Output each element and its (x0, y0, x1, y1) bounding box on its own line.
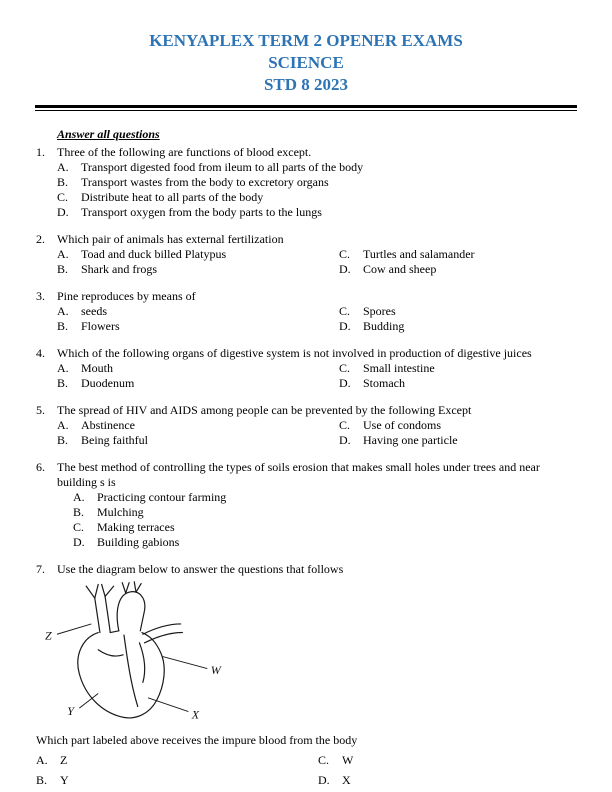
option-b (57, 262, 339, 277)
heart-diagram (40, 581, 578, 731)
option-text: Spores (363, 303, 396, 318)
option-a (57, 418, 339, 433)
option-text: W (342, 752, 354, 767)
option-label: B. (73, 504, 85, 519)
option-text: Mouth (81, 360, 114, 375)
option-c (318, 753, 578, 768)
question-text: Three of the following are functions of blood except. (57, 144, 312, 159)
option-label: B. (57, 432, 69, 447)
heart-diagram-svg (40, 581, 232, 727)
question-2-options (57, 247, 578, 277)
option-label: C. (57, 189, 69, 204)
question-6 (36, 460, 578, 550)
question-number: 7. (36, 561, 45, 576)
option-label: A. (57, 417, 69, 432)
diagram-label-z: Z (44, 628, 52, 643)
question-number: 6. (36, 459, 45, 474)
question-6-options (73, 490, 578, 550)
option-b (57, 376, 339, 391)
question-5-options (57, 418, 578, 448)
option-a (57, 160, 578, 175)
option-label: D. (57, 204, 69, 219)
question-body (57, 145, 578, 220)
question-7 (36, 562, 578, 577)
option-d (57, 205, 578, 220)
option-label: D. (318, 772, 330, 787)
question-text: Which pair of animals has external fertilization (57, 231, 284, 246)
option-a (57, 304, 339, 319)
question-3 (36, 289, 578, 334)
question-number: 4. (36, 345, 45, 360)
option-c (339, 418, 578, 433)
option-d (339, 262, 578, 277)
question-body (57, 289, 578, 334)
option-b (36, 773, 318, 788)
option-label: C. (339, 246, 351, 261)
question-body (57, 346, 578, 391)
option-label: D. (339, 432, 351, 447)
option-text: Building gabions (97, 534, 180, 549)
question-body (57, 460, 578, 550)
option-label: A. (57, 360, 69, 375)
option-label: C. (339, 417, 351, 432)
question-5 (36, 403, 578, 448)
option-a (57, 247, 339, 262)
option-label: B. (57, 318, 69, 333)
question-body (57, 403, 578, 448)
option-text: Stomach (363, 375, 405, 390)
option-c (339, 361, 578, 376)
option-text: Small intestine (363, 360, 435, 375)
question-7-options (36, 753, 578, 788)
exam-body (0, 111, 612, 788)
option-label: B. (57, 375, 69, 390)
option-text: Transport wastes from the body to excretory organs (81, 174, 329, 189)
option-text: Making terraces (97, 519, 175, 534)
option-c (57, 190, 578, 205)
option-label: B. (57, 261, 69, 276)
question-4 (36, 346, 578, 391)
option-text: Z (60, 752, 68, 767)
option-d (339, 376, 578, 391)
option-text: Duodenum (81, 375, 135, 390)
option-label: D. (339, 261, 351, 276)
option-label: A. (57, 246, 69, 261)
exam-class-year: STD 8 2023 (263, 75, 349, 95)
question-text: Use the diagram below to answer the questions that follows (57, 561, 344, 576)
option-text: Distribute heat to all parts of the body (81, 189, 264, 204)
option-text: Abstinence (81, 417, 135, 432)
option-c (339, 247, 578, 262)
exam-title: KENYAPLEX TERM 2 OPENER EXAMS (149, 31, 463, 50)
option-label: B. (36, 772, 48, 787)
option-label: C. (73, 519, 85, 534)
option-text: seeds (81, 303, 107, 318)
option-b (57, 175, 578, 190)
option-label: A. (57, 303, 69, 318)
exam-subject: SCIENCE (268, 53, 344, 73)
option-text: Turtles and salamander (363, 246, 475, 261)
option-d (318, 773, 578, 788)
option-text: X (342, 772, 351, 787)
divider-thick-line (35, 105, 577, 108)
option-text: Practicing contour farming (97, 489, 227, 504)
option-text: Having one particle (363, 432, 458, 447)
option-label: C. (339, 360, 351, 375)
option-a (36, 753, 318, 768)
option-text: Shark and frogs (81, 261, 157, 276)
option-text: Toad and duck billed Platypus (81, 246, 227, 261)
option-label: D. (339, 375, 351, 390)
question-1 (36, 145, 578, 220)
option-text: Cow and sheep (363, 261, 437, 276)
option-b (73, 505, 578, 520)
instructions: Answer all questions (57, 126, 160, 141)
option-a (73, 490, 578, 505)
question-number: 2. (36, 231, 45, 246)
question-number: 3. (36, 288, 45, 303)
option-text: Transport digested food from ileum to all parts of the body (81, 159, 364, 174)
option-a (57, 361, 339, 376)
option-label: C. (318, 752, 330, 767)
option-text: Y (60, 772, 69, 787)
option-text: Transport oxygen from the body parts to the lungs (81, 204, 322, 219)
question-7-followup: Which part labeled above receives the impure blood from the body (36, 732, 358, 747)
option-label: B. (57, 174, 69, 189)
option-label: A. (73, 489, 85, 504)
question-text: Pine reproduces by means of (57, 288, 196, 303)
option-d (73, 535, 578, 550)
question-body (57, 232, 578, 277)
option-label: A. (57, 159, 69, 174)
question-2 (36, 232, 578, 277)
question-text: Which of the following organs of digestive system is not involved in production of digestive juices (57, 345, 532, 360)
question-text: The best method of controlling the types of soils erosion that makes small holes under trees and near building s is (57, 459, 540, 489)
option-label: A. (36, 752, 48, 767)
question-number: 1. (36, 144, 45, 159)
option-c (339, 304, 578, 319)
option-text: Budding (363, 318, 405, 333)
exam-header (0, 0, 612, 96)
question-body (57, 562, 578, 577)
diagram-label-y: Y (67, 703, 74, 718)
diagram-label-w: W (210, 662, 221, 677)
option-label: D. (73, 534, 85, 549)
option-text: Flowers (81, 318, 120, 333)
option-b (57, 319, 339, 334)
question-text: The spread of HIV and AIDS among people can be prevented by the following Except (57, 402, 472, 417)
option-text: Mulching (97, 504, 144, 519)
option-text: Being faithful (81, 432, 148, 447)
option-c (73, 520, 578, 535)
question-4-options (57, 361, 578, 391)
question-3-options (57, 304, 578, 334)
option-label: C. (339, 303, 351, 318)
question-number: 5. (36, 402, 45, 417)
option-text: Use of condoms (363, 417, 441, 432)
option-b (57, 433, 339, 448)
diagram-label-x: X (191, 707, 200, 722)
option-d (339, 319, 578, 334)
option-label: D. (339, 318, 351, 333)
option-d (339, 433, 578, 448)
question-1-options (57, 160, 578, 220)
diagram-leader-lines (57, 624, 207, 712)
